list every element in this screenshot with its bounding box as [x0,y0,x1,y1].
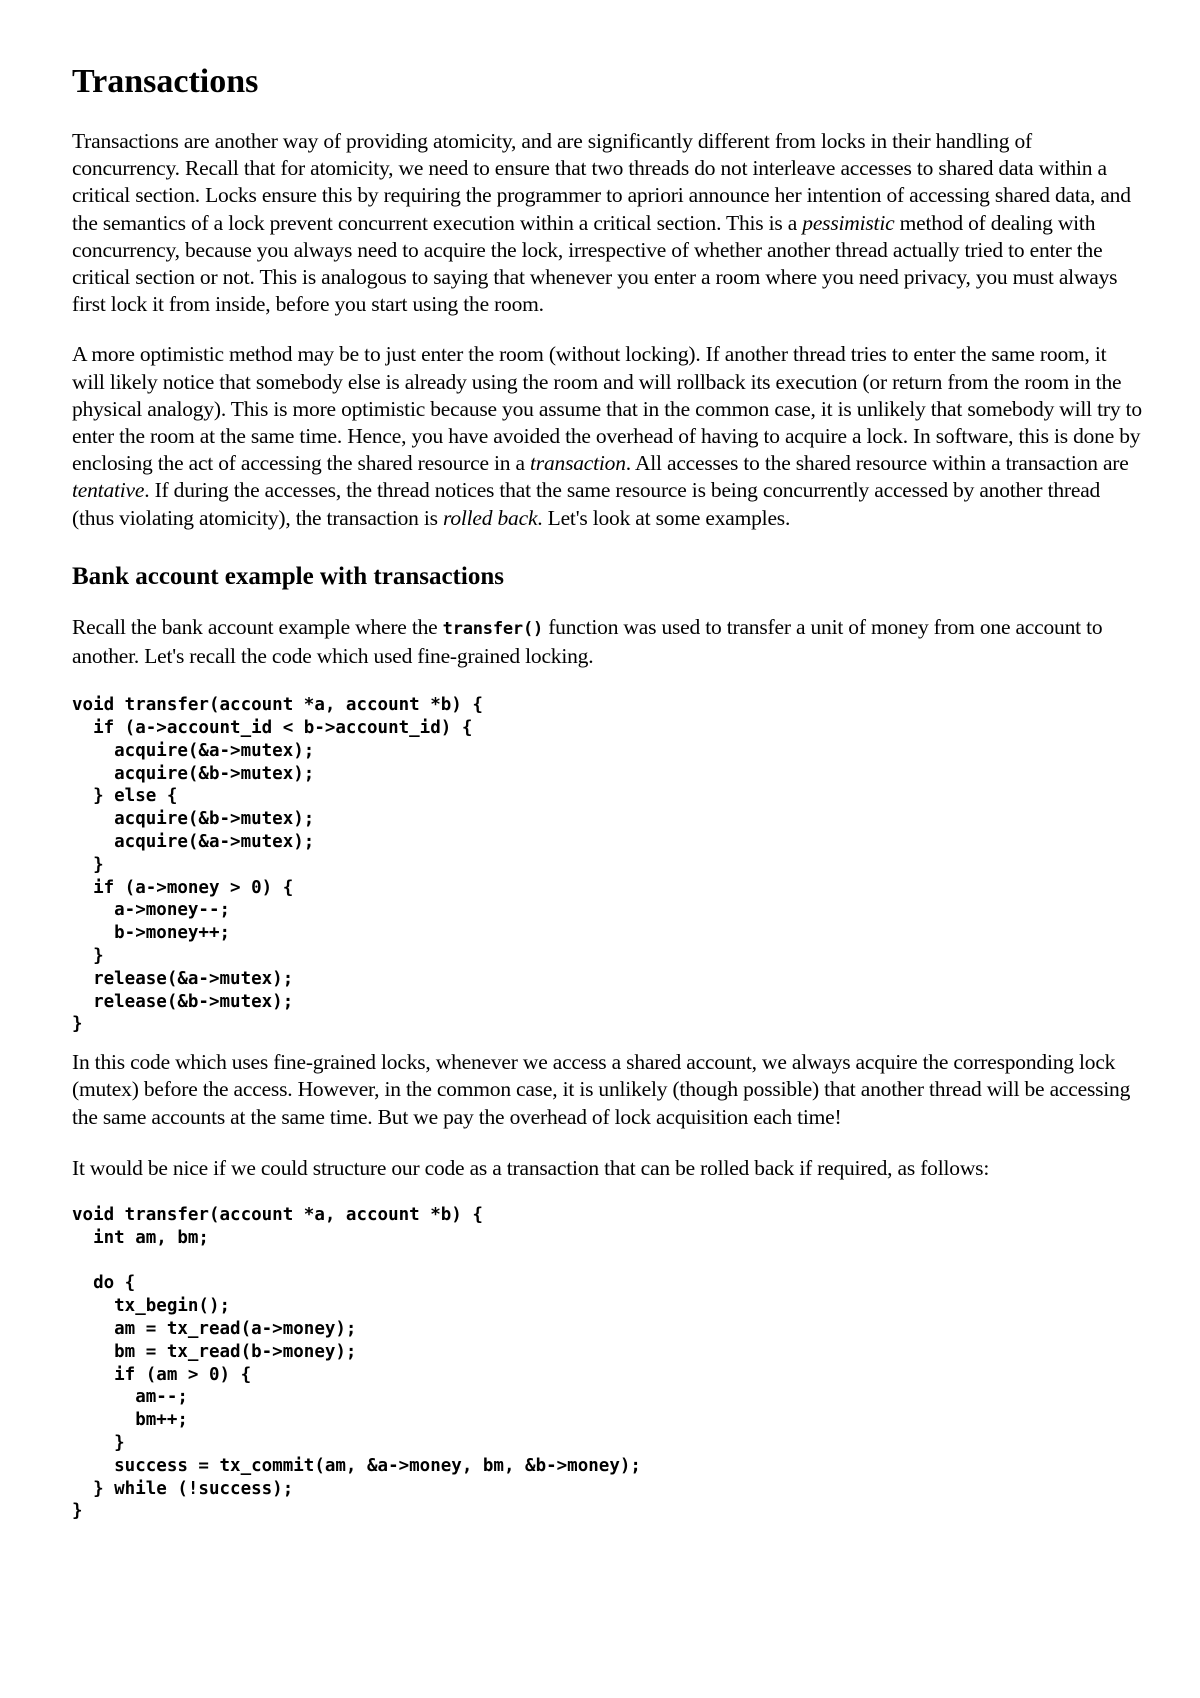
intro-paragraph-optimistic [72,341,1142,531]
inline-code-transfer: transfer() [442,618,544,639]
text-run: function was used to transfer a unit of money from one account to another. Let's recall the code which used fine-grained locking. [72,614,1103,669]
emphasis-pessimistic: pessimistic [802,210,895,235]
document-page [72,62,1142,1543]
emphasis-rolled-back: rolled back [442,505,538,530]
text-run: method of dealing with concurrency, because you always need to acquire the lock, irrespective of whether another thread actually tried to enter the critical section or not. This is analogous to saying that whenever you enter a room where you need privacy, you must always first lock it from inside, before you start using the room. [72,210,1118,317]
emphasis-transaction: transaction [530,451,626,476]
bank-intro-paragraph [72,614,1142,670]
intro-paragraph-pessimistic [72,128,1142,318]
text-run: A more optimistic method may be to just enter the room (without locking). If another thread tries to enter the same room, it will likely notice that somebody else is already using the room and will rollback its execution (or return from the room in the physical analogy). This is more optimistic because you assume that in the common case, it is unlikely that somebody will try to enter the room at the same time. Hence, you have avoided the overhead of having to acquire a lock. In software, this is done by enclosing the act of accessing the shared resource in a [72,342,1142,476]
section-heading-bank-account: Bank account example with transactions [72,562,504,590]
page-title: Transactions [72,63,259,100]
emphasis-tentative: tentative [72,478,145,503]
text-run: Transactions are another way of providing atomicity, and are significantly different from locks in their handling of concurrency. Recall that for atomicity, we need to ensure that two threads do not interleave accesses to shared data within a critical section. Locks ensure this by requiring the programmer to apriori announce her intention of accessing shared data, and the semantics of a lock prevent concurrent execution within a critical section. This is a [72,129,1131,235]
text-run: . If during the accesses, the thread notices that the same resource is being concurrently accessed by another thread (thus violating atomicity), the transaction is [72,478,1101,530]
text-run: Recall the bank account example where the [72,614,443,639]
text-run: . All accesses to the shared resource within a transaction are [625,451,1129,476]
code-block-fine-grained-locking: void transfer(account *a, account *b) { if (a->account_id < b->account_id) { acquire(&a->mutex); acquire(&b->mutex); } else { acquire(&b->mutex); acquire(&a->mutex); } if (a->money > 0) { a->money--; b->money++; } release(&a->mutex); release(&b->mutex); } [72,695,483,1035]
transaction-intro-paragraph: It would be nice if we could structure our code as a transaction that can be rolled back if required, as follows: [72,1155,990,1180]
code-block-transaction: void transfer(account *a, account *b) { int am, bm; do { tx_begin(); am = tx_read(a->money); bm = tx_read(b->money); if (am > 0) { am--; bm++; } success = tx_commit(am, &a->money, bm, &b->money); } while (!success); } [72,1205,641,1522]
lock-overhead-paragraph: In this code which uses fine-grained locks, whenever we access a shared account, we always acquire the corresponding lock (mutex) before the access. However, in the common case, it is unlikely (though possible) that another thread will be accessing the same accounts at the same time. But we pay the overhead of lock acquisition each time! [72,1050,1131,1129]
text-run: . Let's look at some examples. [537,505,791,530]
